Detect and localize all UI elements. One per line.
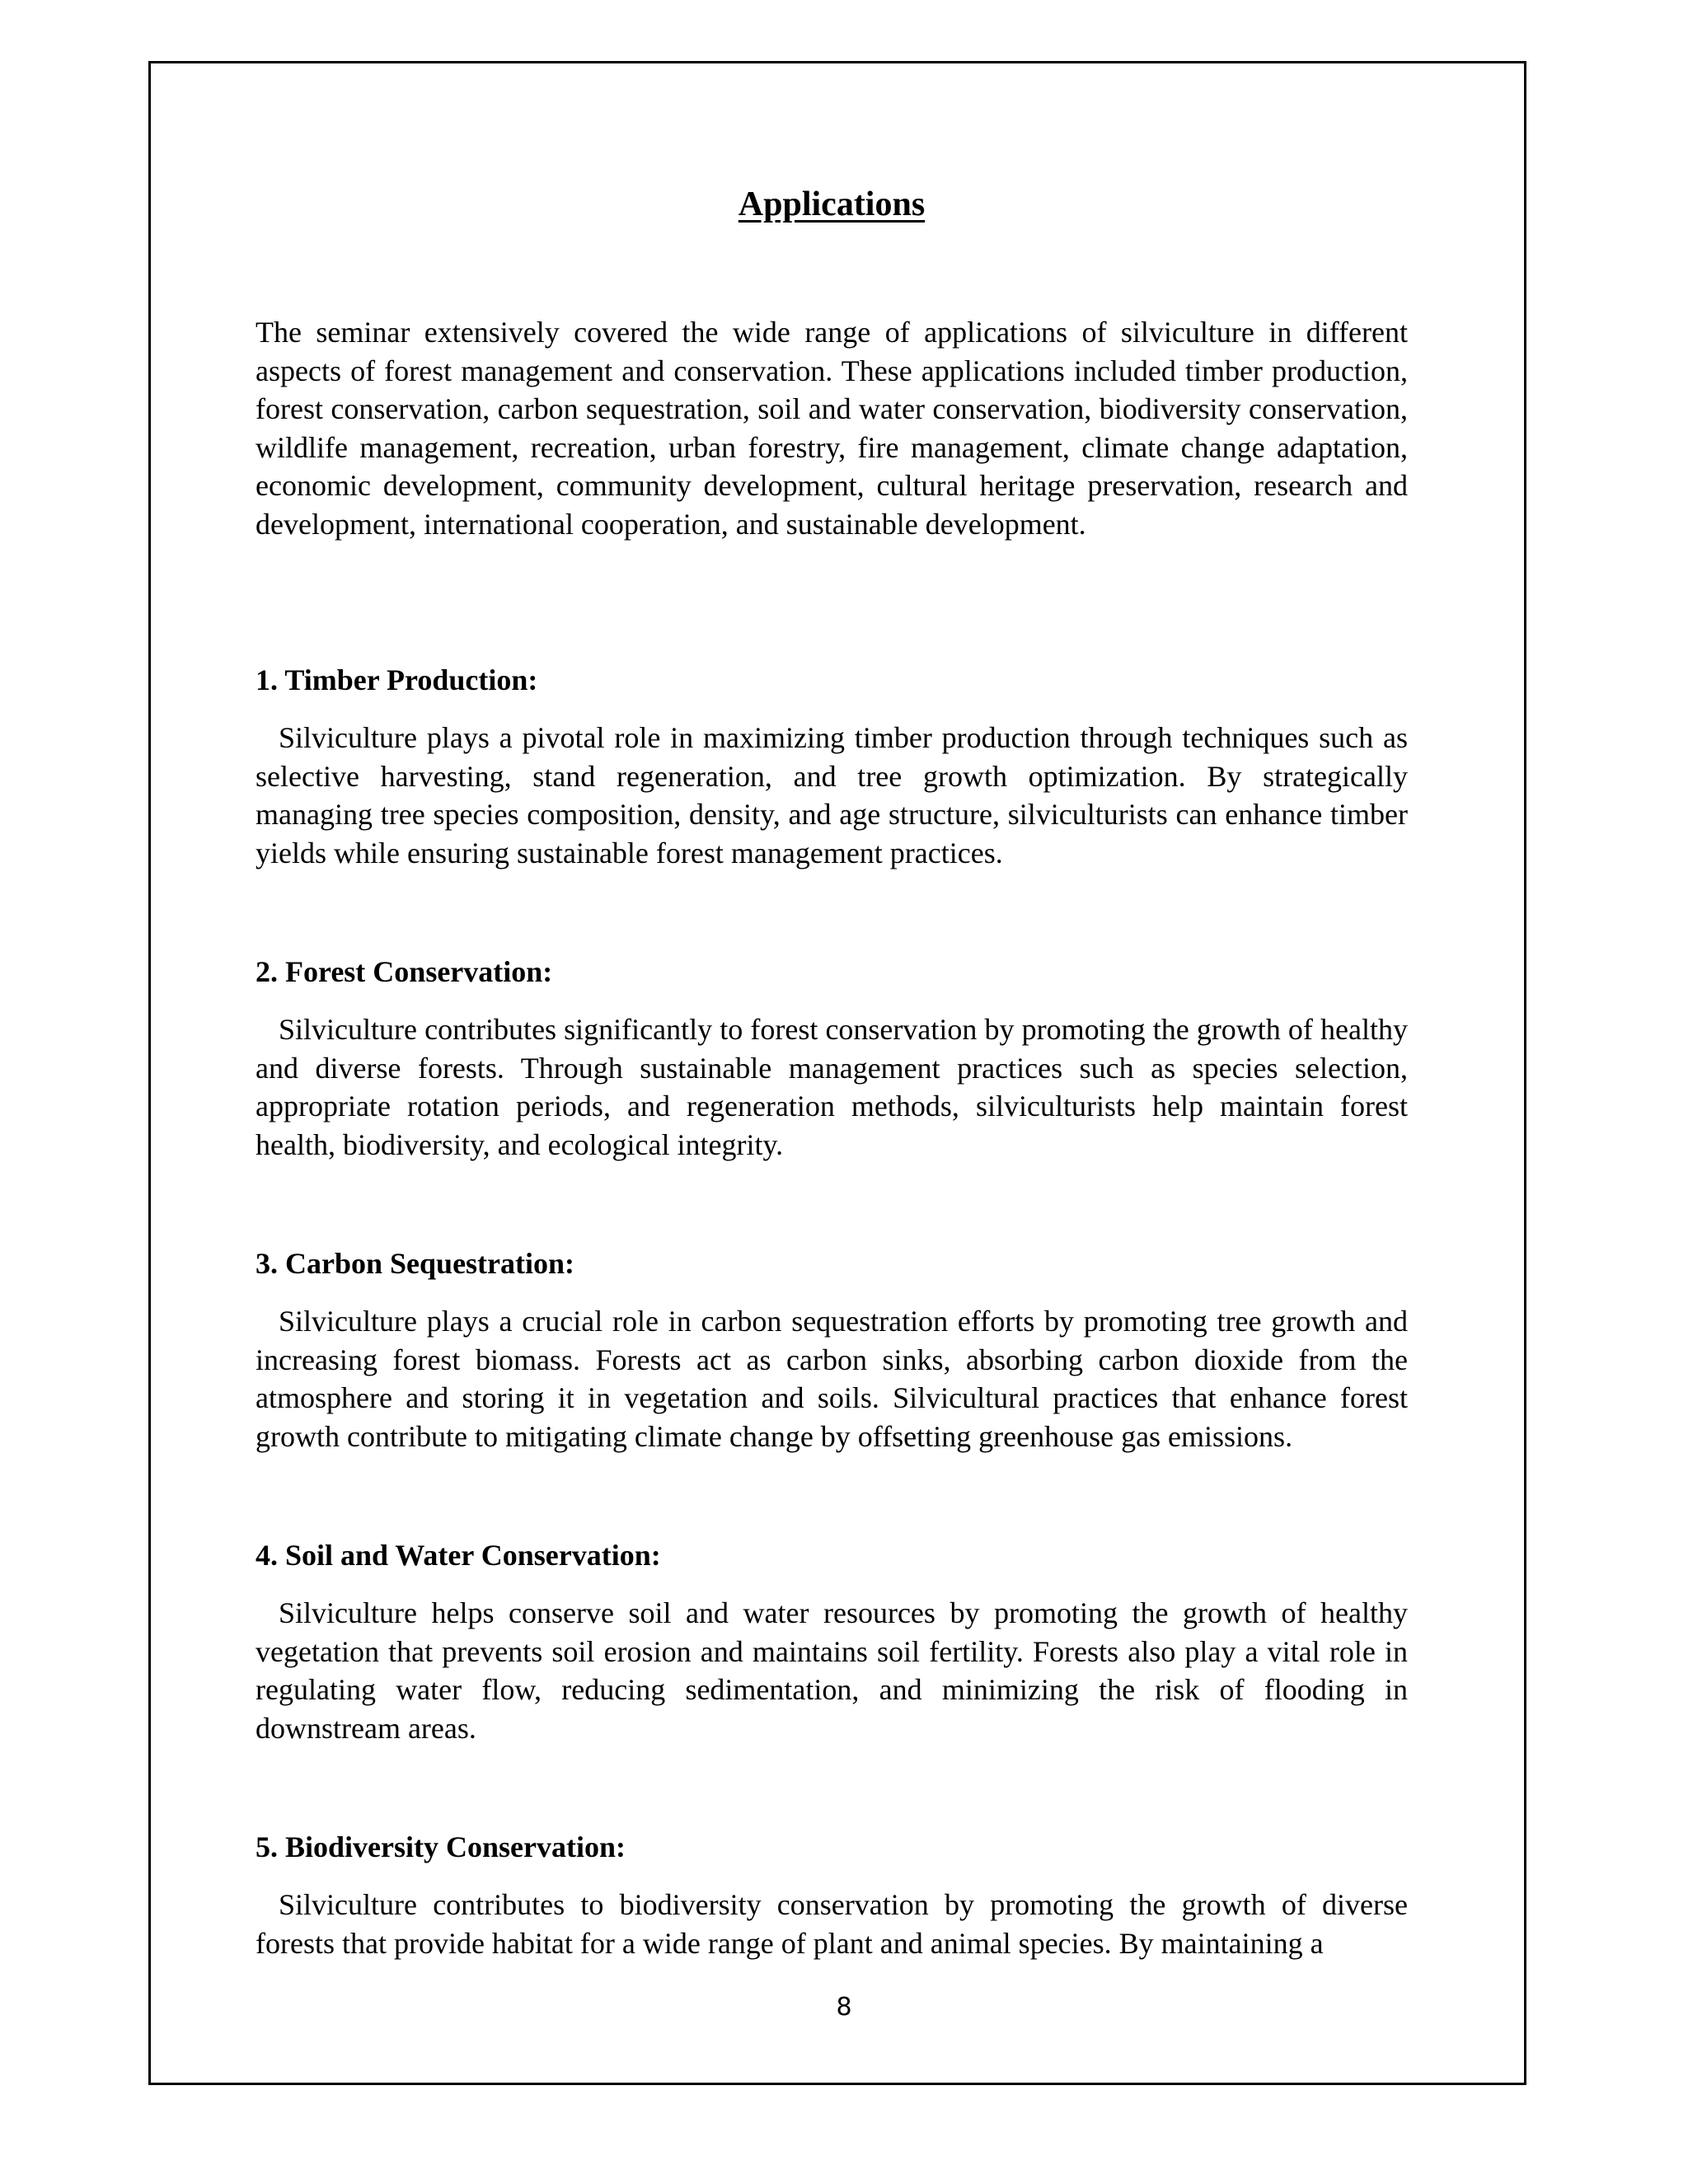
page-number: 8 bbox=[836, 1993, 852, 2022]
section-timber-production bbox=[256, 661, 1408, 872]
page-title: Applications bbox=[738, 185, 926, 223]
section-heading: 5. Biodiversity Conservation: bbox=[256, 1830, 626, 1863]
intro-paragraph: The seminar extensively covered the wide range of applications of silviculture in different aspects of forest management and conservation. These applications included timber production, forest conservation, carbon sequestration, soil and water conservation, biodiversity conservation, wildlife management, recreation, urban forestry, fire management, climate change adaptation, economic development, community development, cultural heritage preservation, research and development, international cooperation, and sustainable development. bbox=[256, 316, 1408, 541]
section-body: Silviculture helps conserve soil and water resources by promoting the growth of healthy vegetation that prevents soil erosion and maintains soil fertility. Forests also play a vital role in regulating water flow, reducing sedimentation, and minimizing the risk of flooding in downstream areas. bbox=[256, 1596, 1408, 1745]
section-carbon-sequestration bbox=[256, 1244, 1408, 1455]
section-body: Silviculture plays a pivotal role in maximizing timber production through techniques such as selective harvesting, stand regeneration, and tree growth optimization. By strategically managing tree species composition, density, and age structure, silviculturists can enhance timber yields while ensuring sustainable forest management practices. bbox=[256, 721, 1408, 869]
section-heading: 1. Timber Production: bbox=[256, 663, 538, 696]
section-heading: 3. Carbon Sequestration: bbox=[256, 1247, 575, 1280]
section-soil-water-conservation bbox=[256, 1536, 1408, 1747]
section-heading: 4. Soil and Water Conservation: bbox=[256, 1539, 661, 1572]
section-biodiversity-conservation bbox=[256, 1828, 1408, 1962]
section-body: Silviculture contributes to biodiversity conservation by promoting the growth of diverse forests that provide habitat for a wide range of plant and animal species. By maintaining a bbox=[256, 1888, 1408, 1960]
section-forest-conservation bbox=[256, 953, 1408, 1164]
section-heading: 2. Forest Conservation: bbox=[256, 955, 553, 988]
section-body: Silviculture plays a crucial role in carbon sequestration efforts by promoting tree growth and increasing forest biomass. Forests act as carbon sinks, absorbing carbon dioxide from the atmosphere and storing it in vegetation and soils. Silvicultural practices that enhance forest growth contribute to mitigating climate change by offsetting greenhouse gas emissions. bbox=[256, 1305, 1408, 1453]
section-body: Silviculture contributes significantly to forest conservation by promoting the growth of healthy and diverse forests. Through sustainable management practices such as species selection, appropriate rotation periods, and regeneration methods, silviculturists help maintain forest health, biodiversity, and ecological integrity. bbox=[256, 1013, 1408, 1161]
